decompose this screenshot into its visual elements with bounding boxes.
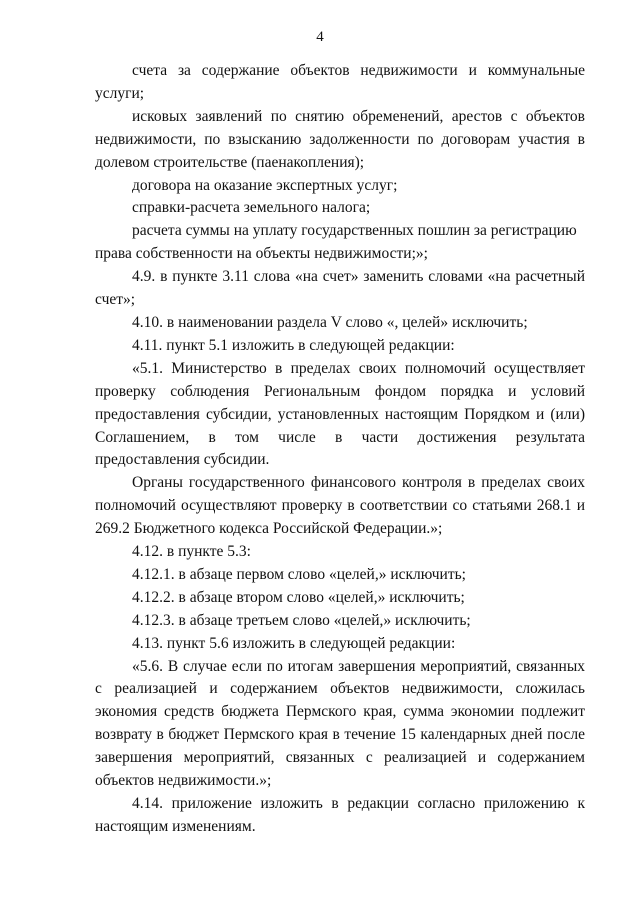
paragraph-state-duty-calculation: расчета суммы на уплату государственных пошлин за регистрацию права собственности на объекты недвижимости;»; [95, 222, 577, 263]
paragraph-4-11: 4.11. пункт 5.1 изложить в следующей редакции: [132, 336, 455, 354]
paragraph-4-12: 4.12. в пункте 5.3: [132, 543, 251, 561]
document-body [95, 60, 585, 839]
paragraph-4-12-1: 4.12.1. в абзаце первом слово «целей,» исключить; [132, 565, 466, 583]
paragraph-expert-services-contract: договора на оказание экспертных услуг; [132, 176, 398, 194]
paragraph-5-6-text: «5.6. В случае если по итогам завершения мероприятий, связанных с реализацией и содержанием объектов недвижимости, сложилась экономия средств бюджета Пермского края, сумма экономии подлежит возврату в бюджет Пермского края в течение 15 календарных дней после завершения мероприятий, связанных с реализацией и содержанием объектов недвижимости.»; [95, 657, 585, 790]
paragraph-4-9: 4.9. в пункте 3.11 слова «на счет» заменить словами «на расчетный счет»; [95, 268, 585, 309]
page-number: 4 [316, 29, 324, 45]
paragraph-financial-control: Органы государственного финансового контроля в пределах своих полномочий осуществляют проверку в соответствии со статьями 268.1 и 269.2 Бюджетного кодекса Российской Федерации.»; [95, 474, 585, 538]
paragraph-4-10: 4.10. в наименовании раздела V слово «, целей» исключить; [132, 313, 528, 331]
paragraph-5-1-text: «5.1. Министерство в пределах своих полномочий осуществляет проверку соблюдения Региональным фондом порядка и условий предоставления субсидии, установленных настоящим Порядком и (или) Соглашением, в том числе в части достижения результата предоставления субсидии. [95, 359, 585, 469]
paragraph-land-tax-certificate: справки-расчета земельного налога; [132, 199, 371, 217]
paragraph-4-12-3: 4.12.3. в абзаце третьем слово «целей,» исключить; [132, 611, 471, 629]
paragraph-utility-bills: счета за содержание объектов недвижимости и коммунальные услуги; [95, 62, 585, 102]
paragraph-lawsuits: исковых заявлений по снятию обременений, арестов с объектов недвижимости, по взысканию задолженности по договорам участия в долевом строительстве (паенакопления); [95, 107, 585, 171]
paragraph-4-13: 4.13. пункт 5.6 изложить в следующей редакции: [132, 634, 456, 652]
paragraph-4-12-2: 4.12.2. в абзаце втором слово «целей,» исключить; [132, 588, 465, 606]
paragraph-4-14: 4.14. приложение изложить в редакции согласно приложению к настоящим изменениям. [95, 795, 585, 835]
